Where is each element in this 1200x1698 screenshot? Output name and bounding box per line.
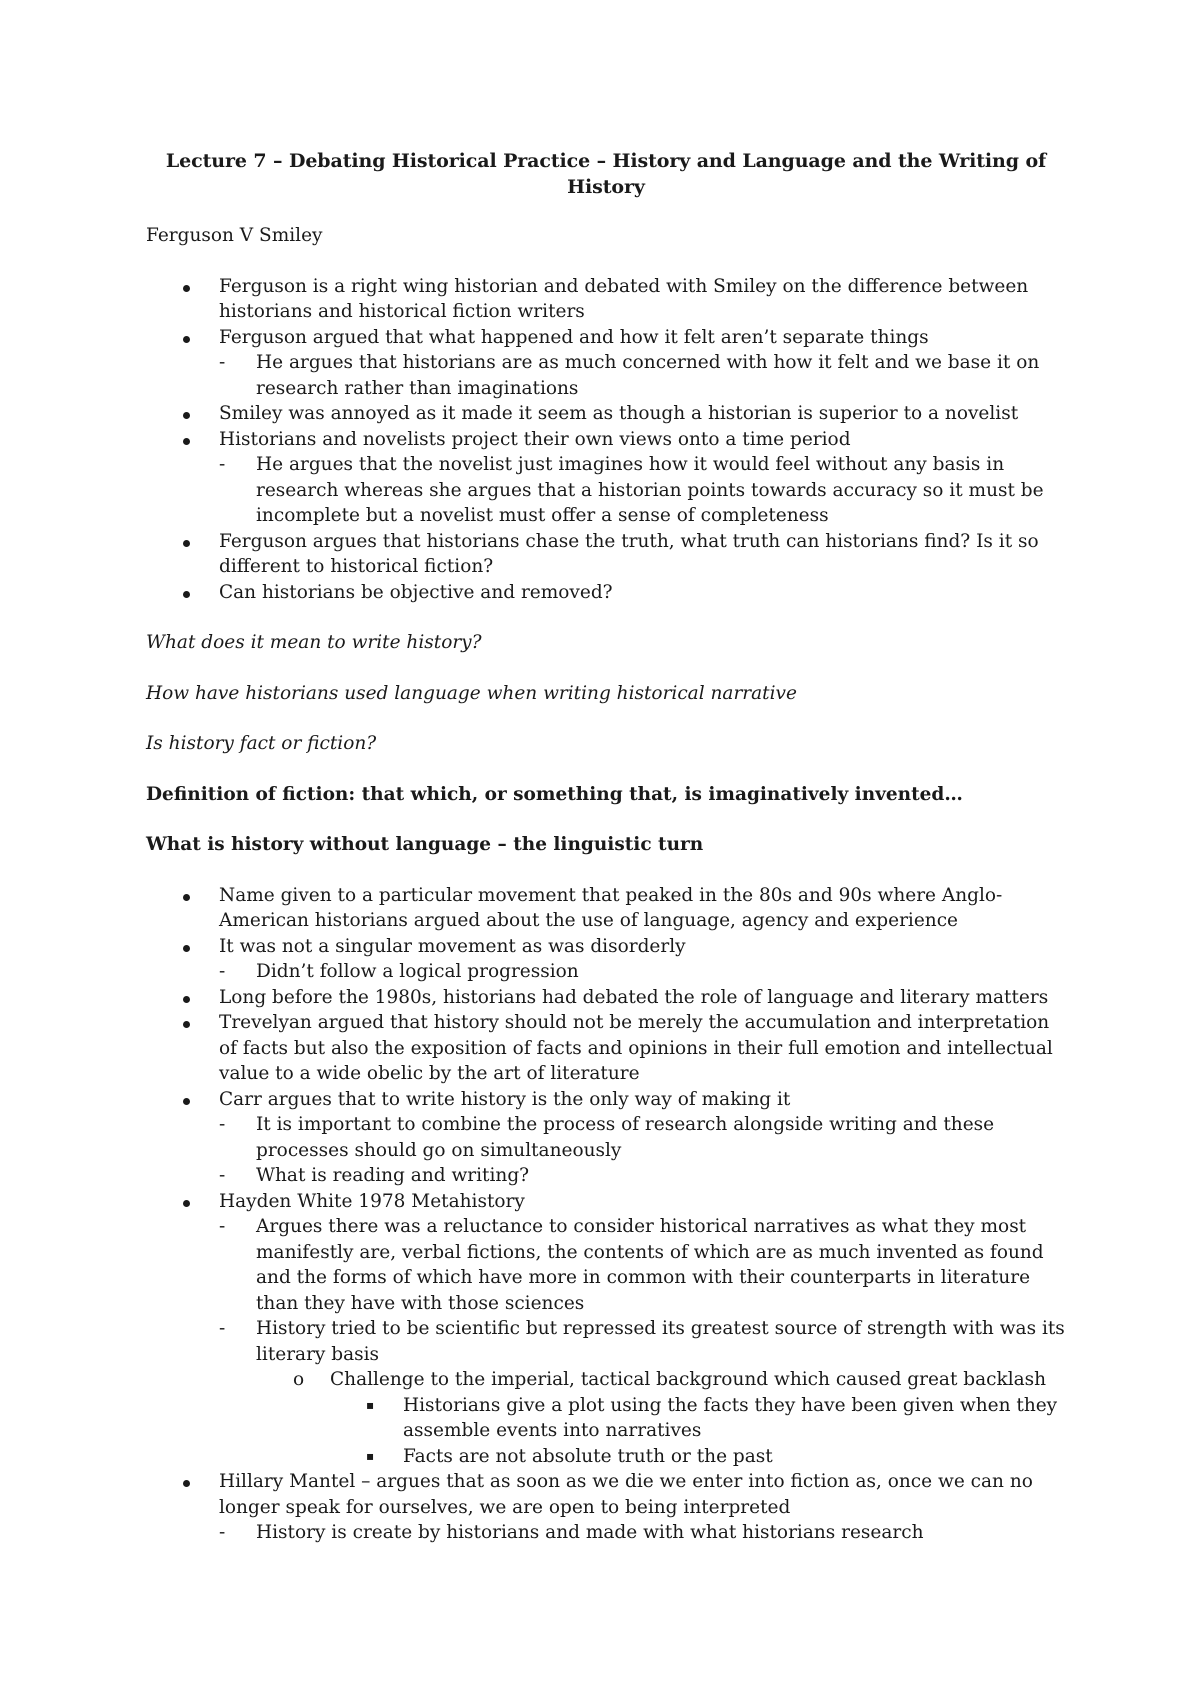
section-heading-linguistic-turn: What is history without language – the linguistic turn bbox=[146, 834, 704, 855]
bullet-icon bbox=[183, 1480, 190, 1487]
dash-marker: - bbox=[219, 1522, 226, 1543]
dash-marker: - bbox=[219, 1318, 226, 1339]
list-item: It was not a singular movement as was disorderly - Didn’t follow a logical progression bbox=[146, 934, 1066, 985]
section-heading-ferguson-smiley: Ferguson V Smiley bbox=[146, 225, 323, 246]
bullet-icon bbox=[183, 996, 190, 1003]
sub-list-item: - He argues that the novelist just imagines how it would feel without any basis in research whereas she argues that a historian points towards accuracy so it must be incomplete but a novelist must offer a sense of completeness bbox=[219, 454, 1044, 526]
bullet-icon bbox=[183, 1021, 190, 1028]
question-fact-fiction: Is history fact or fiction? bbox=[146, 733, 377, 754]
sub-list-item: - Didn’t follow a logical progression bbox=[219, 959, 1066, 985]
dash-marker: - bbox=[219, 1165, 226, 1186]
sub-list-item: - What is reading and writing? bbox=[219, 1163, 1066, 1189]
square-bullet-icon: ▪ bbox=[366, 1448, 375, 1463]
sub-sub-list-item: o Challenge to the imperial, tactical background which caused great backlash ▪ Historians give a plot using the facts they have been given when they assemble events into narratives ▪ Facts are not absolute truth or the past bbox=[293, 1367, 1066, 1469]
definition-of-fiction: Definition of fiction: that which, or something that, is imaginatively invented… bbox=[146, 783, 963, 805]
bullet-icon bbox=[183, 1098, 190, 1105]
square-bullet-icon: ▪ bbox=[366, 1397, 375, 1412]
linguistic-turn-list bbox=[146, 883, 1066, 1546]
lecture-title: Lecture 7 – Debating Historical Practice – History and Language and the Writing of History bbox=[165, 150, 1047, 198]
dash-marker: - bbox=[219, 961, 226, 982]
document-content bbox=[146, 148, 1066, 1571]
question-write-history: What does it mean to write history? bbox=[146, 632, 482, 653]
list-item: Historians and novelists project their own views onto a time period - He argues that the novelist just imagines how it would feel without any basis in research whereas she argues that a historian points towards accuracy so it must be incomplete but a novelist must offer a sense of completeness bbox=[146, 427, 1066, 529]
sub-list-item: - History tried to be scientific but repressed its greatest source of strength with was its literary basis o Challenge to the imperial, tactical background which caused great backlash ▪ Historians give a plot using the facts they have been given when they assemble events into narratives ▪ Facts are not absolute truth or the past bbox=[219, 1316, 1066, 1469]
list-item: Trevelyan argued that history should not be merely the accumulation and interpretation of facts but also the exposition of facts and opinions in their full emotion and intellectual value to a wide obelic by the art of literature bbox=[146, 1010, 1066, 1087]
list-item: Ferguson argues that historians chase the truth, what truth can historians find? Is it so different to historical fiction? bbox=[146, 529, 1066, 580]
bullet-icon bbox=[183, 1200, 190, 1207]
dash-marker: - bbox=[219, 1216, 226, 1237]
sub-sub-sub-list-item: ▪ Historians give a plot using the facts they have been given when they assemble events into narratives bbox=[366, 1394, 1058, 1441]
bullet-icon bbox=[183, 285, 190, 292]
sub-sub-sub-list-item: ▪ Facts are not absolute truth or the past bbox=[366, 1444, 1066, 1470]
bullet-icon bbox=[183, 336, 190, 343]
list-item: Ferguson is a right wing historian and debated with Smiley on the difference between historians and historical fiction writers bbox=[146, 274, 1066, 325]
sub-list-item: - History is create by historians and made with what historians research bbox=[219, 1520, 1066, 1546]
bullet-icon bbox=[183, 540, 190, 547]
ferguson-smiley-list bbox=[146, 274, 1066, 606]
list-item: Hillary Mantel – argues that as soon as we die we enter into fiction as, once we can no longer speak for ourselves, we are open to being interpreted - History is create by historians and made with what historians research bbox=[146, 1469, 1066, 1546]
question-language: How have historians used language when writing historical narrative bbox=[146, 682, 797, 704]
bullet-icon bbox=[183, 438, 190, 445]
list-item: Long before the 1980s, historians had debated the role of language and literary matters bbox=[146, 985, 1066, 1011]
bullet-icon bbox=[183, 591, 190, 598]
list-item: Smiley was annoyed as it made it seem as though a historian is superior to a novelist bbox=[146, 401, 1066, 427]
list-item: Hayden White 1978 Metahistory - Argues there was a reluctance to consider historical narratives as what they most manifestly are, verbal fictions, the contents of which are as much invented as found and the forms of which have more in common with their counterparts in literature than they have with those sciences - History tried to be scientific but repressed its greatest source of strength with was its literary basis o Challenge to the imperial, tactical background which caused great backlash ▪ Historians give a plot using the facts they have been given when they assemble events into narratives ▪ Facts are not absolute truth or the past bbox=[146, 1189, 1066, 1470]
dash-marker: - bbox=[219, 454, 226, 475]
circle-marker: o bbox=[293, 1369, 305, 1390]
sub-list-item: - He argues that historians are as much concerned with how it felt and we base it on research rather than imaginations bbox=[219, 352, 1040, 399]
dash-marker: - bbox=[219, 1114, 226, 1135]
list-item: Carr argues that to write history is the only way of making it - It is important to combine the process of research alongside writing and these processes should go on simultaneously - What is reading and writing? bbox=[146, 1087, 1066, 1189]
dash-marker: - bbox=[219, 352, 226, 373]
sub-list-item: - Argues there was a reluctance to consider historical narratives as what they most manifestly are, verbal fictions, the contents of which are as much invented as found and the forms of which have more in common with their counterparts in literature than they have with those sciences bbox=[219, 1216, 1044, 1314]
bullet-icon bbox=[183, 412, 190, 419]
list-item: Can historians be objective and removed? bbox=[146, 580, 1066, 606]
sub-list-item: - It is important to combine the process of research alongside writing and these processes should go on simultaneously bbox=[219, 1114, 995, 1161]
bullet-icon bbox=[183, 945, 190, 952]
bullet-icon bbox=[183, 894, 190, 901]
list-item: Ferguson argued that what happened and how it felt aren’t separate things - He argues that historians are as much concerned with how it felt and we base it on research rather than imaginations bbox=[146, 325, 1066, 402]
list-item: Name given to a particular movement that peaked in the 80s and 90s where Anglo-American historians argued about the use of language, agency and experience bbox=[146, 883, 1066, 934]
